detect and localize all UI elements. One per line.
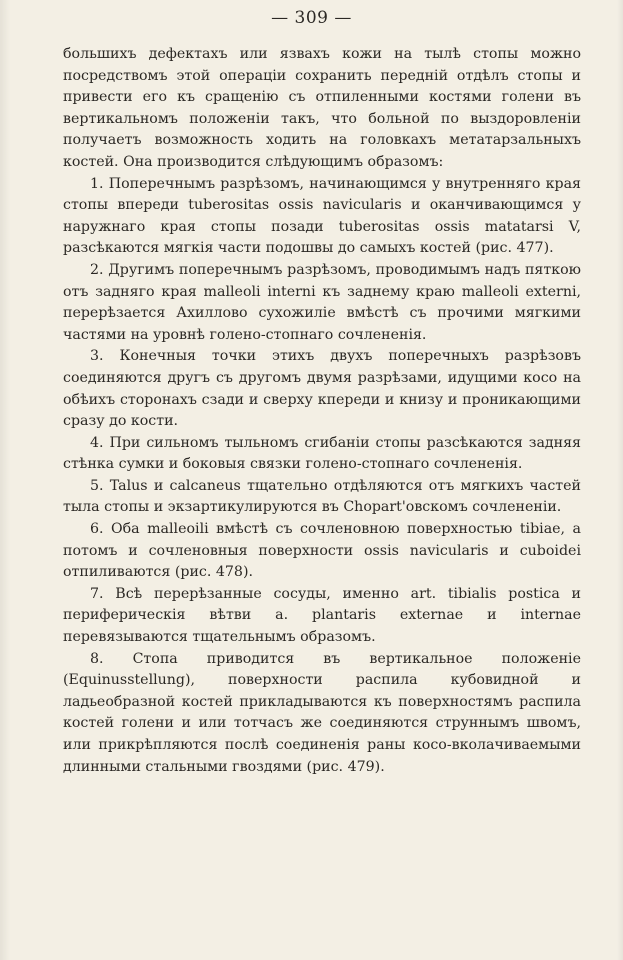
paragraph-step-8: 8. Стопа приводится въ вертикальное положеніе (Equinusstellung), поверхности распила кубовидной и ладьеобразной костей прикладываются къ поверхностямъ распила костей голени и или тотчасъ же соединяются струннымъ швомъ, или прикрѣпляются послѣ соединенія раны косо-вколачиваемыми длинными стальными гвоздями (рис. 479). [63, 650, 581, 775]
page-edge-shadow-right [617, 0, 623, 960]
page-edge-shadow-left [0, 0, 10, 960]
body-text [63, 44, 581, 778]
paragraph-step-4: 4. При сильномъ тыльномъ сгибаніи стопы разсѣкаются задняя стѣнка сумки и боковыя связки голено-стопнаго сочлененія. [63, 434, 581, 473]
paragraph-step-5: 5. Talus и calcaneus тщательно отдѣляются отъ мягкихъ частей тыла стопы и экзартикулируются въ Chopart'овскомъ сочлененіи. [63, 477, 581, 516]
paragraph-continuation: большихъ дефектахъ или язвахъ кожи на тылѣ стопы можно посредствомъ этой операціи сохранить передній отдѣлъ стопы и привести его къ сращенію съ отпиленными костями голени въ вертикальномъ положеніи такъ, что больной по выздоровленіи получаетъ возможность ходить на головкахъ метатарзальныхъ костей. Она производится слѣдующимъ образомъ: [63, 46, 581, 170]
paragraph-step-2: 2. Другимъ поперечнымъ разрѣзомъ, проводимымъ надъ пяткою отъ задняго края malleoli interni къ заднему краю malleoli externi, перерѣзается Ахиллово сухожиліе вмѣстѣ съ прочими мягкими частями на уровнѣ голено-стопнаго сочлененія. [63, 261, 581, 343]
paragraph-step-1: 1. Поперечнымъ разрѣзомъ, начинающимся у внутренняго края стопы впереди tuberositas ossis navicularis и оканчивающимся у наружнаго края стопы позади tuberositas ossis matatarsi V, разсѣкаются мягкія части подошвы до самыхъ костей (рис. 477). [63, 175, 581, 257]
paragraph-step-3: 3. Конечныя точки этихъ двухъ поперечныхъ разрѣзовъ соединяются другъ съ другомъ двумя разрѣзами, идущими косо на обѣихъ сторонахъ сзади и сверху кпереди и книзу и проникающими сразу до кости. [63, 348, 581, 430]
paragraph-step-6: 6. Оба malleoili вмѣстѣ съ сочленовною поверхностью tibiae, а потомъ и сочленовныя поверхности ossis navicularis и cuboidei отпиливаются (рис. 478). [63, 521, 581, 581]
paragraph-step-7: 7. Всѣ перерѣзанные сосуды, именно art. tibialis postica и периферическія вѣтви a. plantaris externae и internae перевязываются тщательнымъ образомъ. [63, 585, 581, 646]
page-number: — 309 — [271, 8, 352, 28]
